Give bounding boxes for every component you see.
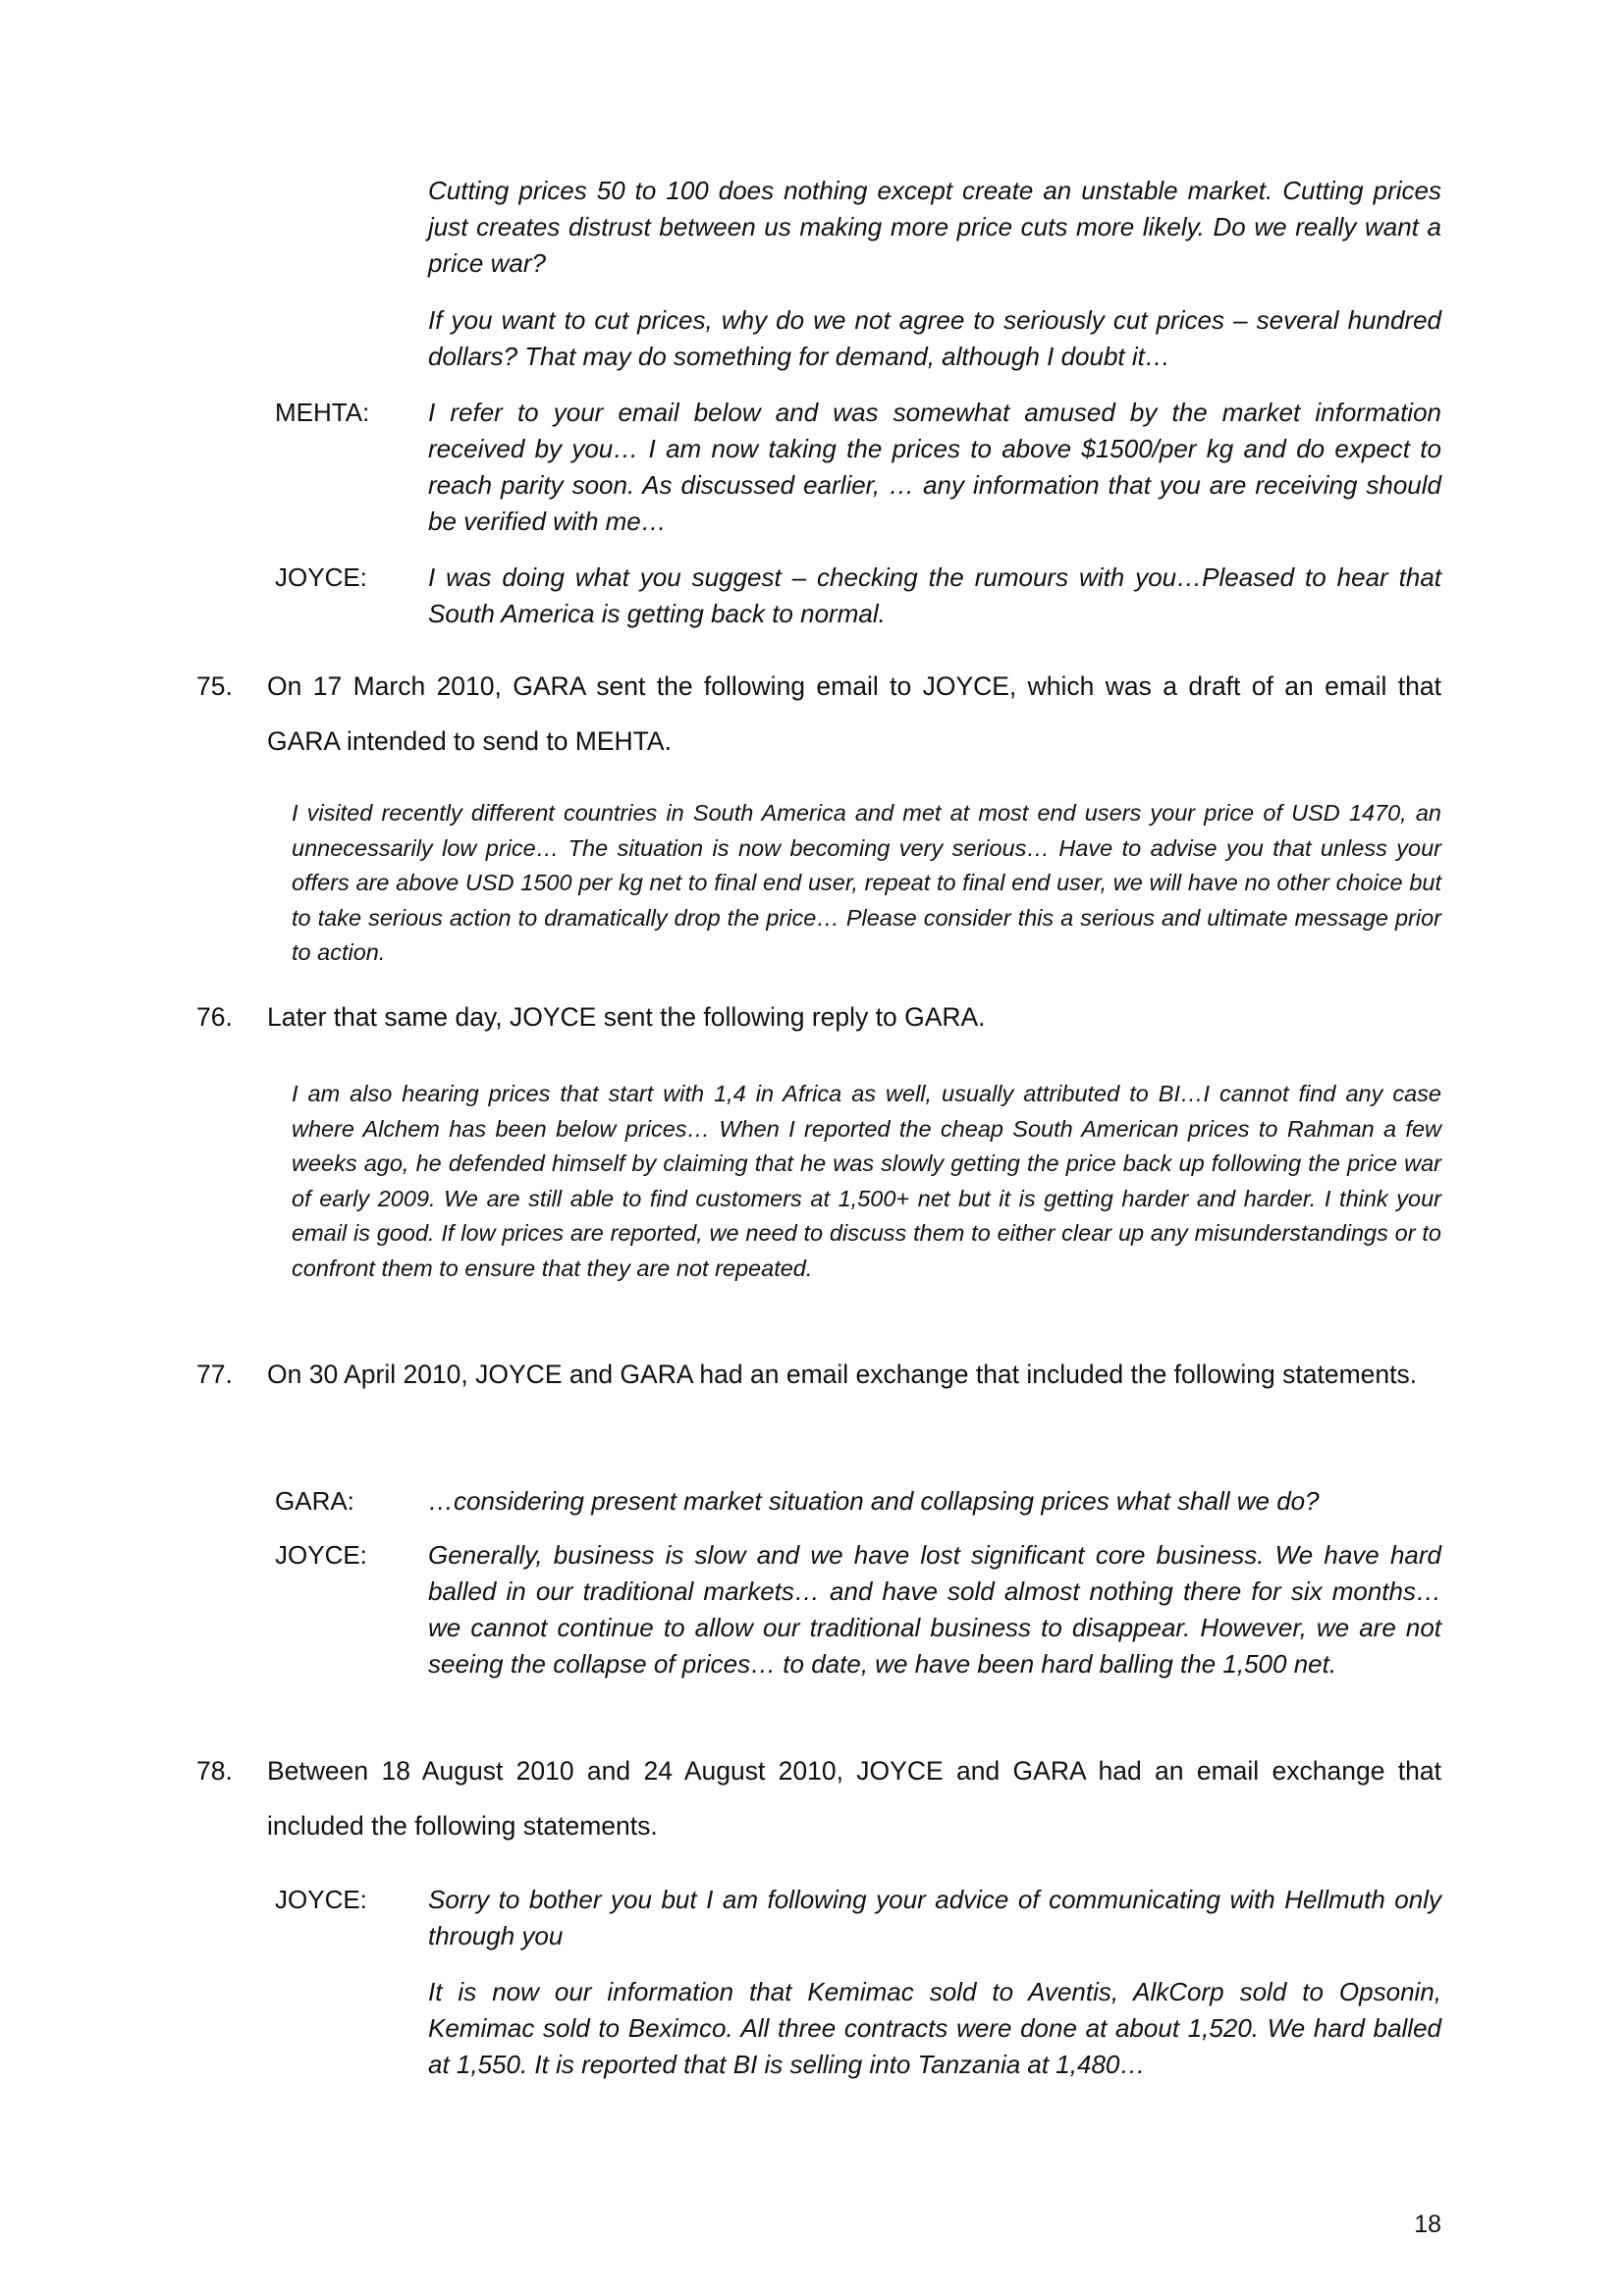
continued-speech-paragraph: Cutting prices 50 to 100 does nothing except create an unstable market. Cutting prices just creates distrust between us making more price cuts more likely. Do we really want a price war? [428,176,1441,278]
speaker-label: JOYCE: [275,562,367,592]
email-quote: I am also hearing prices that start with 1,4 in Africa as well, usually attributed to BI…I cannot find any case where Alchem has been below prices… When I reported the cheap South American prices to Rahman a few weeks ago, he defended himself by claiming that he was slowly getting the price back up following the price war of early 2009. We are still able to find customers at 1,500+ net but it is getting harder and harder. I think your email is good. If low prices are reported, we need to discuss them to either clear up any misunderstandings or to confront them to ensure that they are not repeated. [292,1081,1441,1281]
speech-text: I refer to your email below and was somewhat amused by the market information received by you… I am now taking the prices to above $1500/per kg and do expect to reach parity soon. As discussed earlier, … any information that you are receiving should be verified with me… [428,398,1441,536]
paragraph-number: 75. [196,671,233,701]
paragraph-text: Between 18 August 2010 and 24 August 2010, JOYCE and GARA had an email exchange that included the following statements. [267,1756,1441,1841]
paragraph-number: 76. [196,1002,233,1032]
paragraph-number: 78. [196,1756,233,1786]
email-quote: I visited recently different countries in South America and met at most end users your price of USD 1470, an unnecessarily low price… The situation is now becoming very serious… Have to advise you that unless your offers are above USD 1500 per kg net to final end user, repeat to final end user, we will have no other choice but to take serious action to dramatically drop the price… Please consider this a serious and ultimate message prior to action. [292,800,1441,965]
speech-text: …considering present market situation and collapsing prices what shall we do? [428,1486,1320,1516]
paragraph-number: 77. [196,1360,233,1389]
continued-speech-paragraph: If you want to cut prices, why do we not agree to seriously cut prices – several hundred dollars? That may do something for demand, although I doubt it… [428,305,1441,371]
speaker-label: GARA: [275,1486,354,1516]
speech-text: Sorry to bother you but I am following your advice of communicating with Hellmuth only through you [428,1885,1441,1950]
speaker-label: JOYCE: [275,1540,367,1570]
speaker-label: JOYCE: [275,1885,367,1914]
paragraph-text: On 17 March 2010, GARA sent the following email to JOYCE, which was a draft of an email that GARA intended to send to MEHTA. [267,671,1441,756]
speaker-label: MEHTA: [275,398,370,427]
speech-text: It is now our information that Kemimac sold to Aventis, AlkCorp sold to Opsonin, Kemimac sold to Beximco. All three contracts were done at about 1,520. We hard balled at 1,550. It is reported that BI is selling into Tanzania at 1,480… [428,1977,1441,2079]
page-number: 18 [1414,2211,1441,2238]
speech-text: I was doing what you suggest – checking the rumours with you…Pleased to hear that South America is getting back to normal. [428,562,1441,628]
speech-text: Generally, business is slow and we have lost significant core business. We have hard balled in our traditional markets… and have sold almost nothing there for six months… we cannot continue to allow our traditional business to disappear. However, we are not seeing the collapse of prices… to date, we have been hard balling the 1,500 net. [428,1540,1441,1679]
paragraph-text: On 30 April 2010, JOYCE and GARA had an email exchange that included the following statements. [267,1360,1418,1389]
paragraph-text: Later that same day, JOYCE sent the following reply to GARA. [267,1002,986,1032]
